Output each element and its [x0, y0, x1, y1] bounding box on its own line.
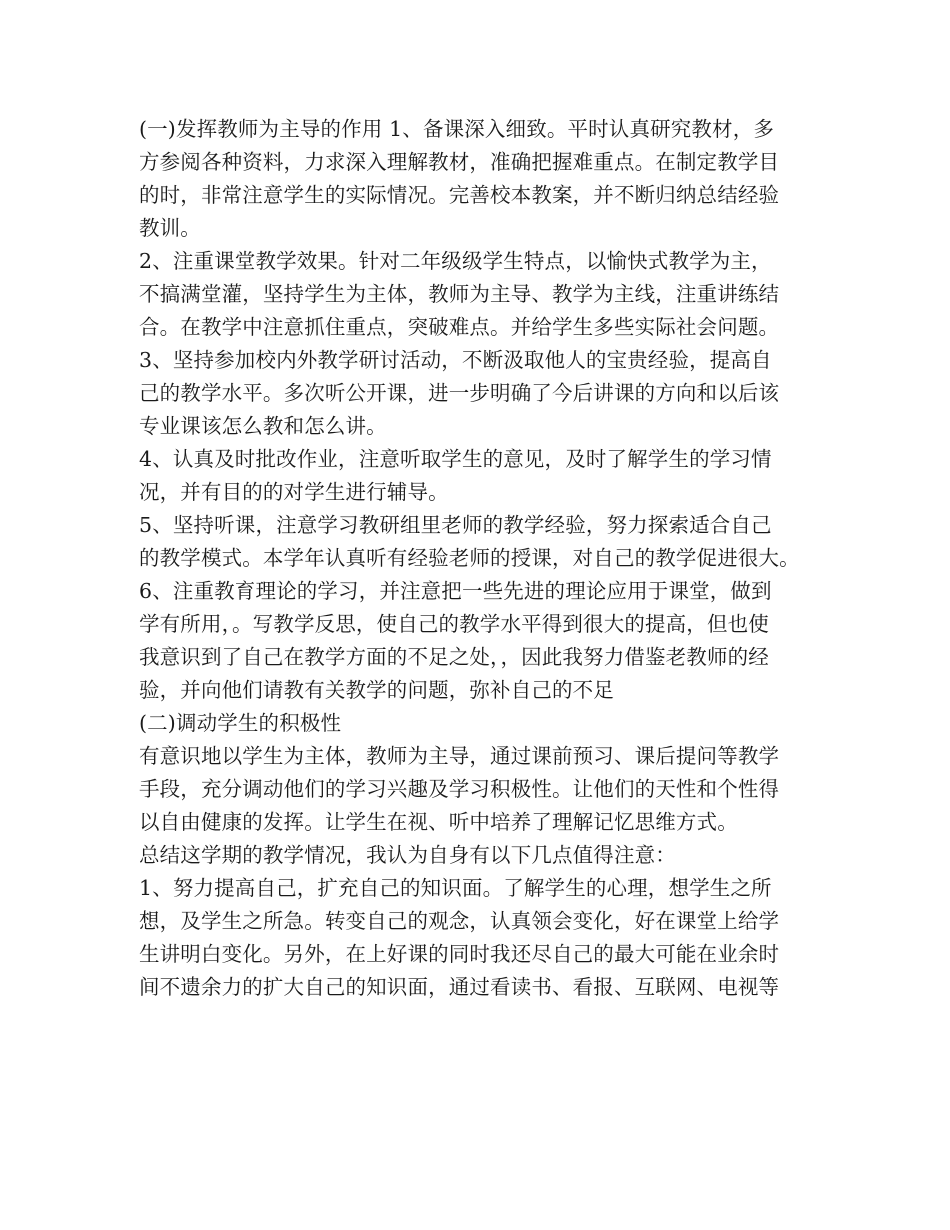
- text-line: 合。在教学中注意抓住重点，突破难点。并给学生多些实际社会问题。: [139, 315, 780, 339]
- text-line: 验，并向他们请教有关教学的问题，弥补自己的不足: [139, 678, 614, 702]
- text-line: 2、注重课堂教学效果。针对二年级级学生特点，以愉快式教学为主，: [139, 249, 772, 273]
- document-body: [139, 113, 829, 1004]
- text-line: 的教学模式。本学年认真听有经验老师的授课，对自己的教学促进很大。: [139, 546, 800, 570]
- text-line: 间不遗余力的扩大自己的知识面，通过看读书、看报、互联网、电视等: [139, 975, 780, 999]
- text-line: 1、努力提高自己，扩充自己的知识面。了解学生的心理，想学生之所: [139, 876, 772, 900]
- text-line: 生讲明白变化。另外，在上好课的同时我还尽自己的最大可能在业余时: [139, 942, 780, 966]
- text-line: 6、注重教育理论的学习，并注意把一些先进的理论应用于课堂，做到: [139, 579, 772, 603]
- text-line: 3、坚持参加校内外教学研讨活动，不断汲取他人的宝贵经验，提高自: [139, 348, 772, 372]
- text-line: 专业课该怎么教和怎么讲。: [139, 414, 387, 438]
- text-line: 4、认真及时批改作业，注意听取学生的意见，及时了解学生的学习情: [139, 447, 772, 471]
- section-heading: (二)调动学生的积极性: [139, 711, 342, 735]
- text-line: 以自由健康的发挥。让学生在视、听中培养了理解记忆思维方式。: [139, 810, 738, 834]
- text-line: 己的教学水平。多次听公开课，进一步明确了今后讲课的方向和以后该: [139, 381, 780, 405]
- text-line: 方参阅各种资料，力求深入理解教材，准确把握难重点。在制定教学目: [139, 150, 780, 174]
- text-line: 不搞满堂灌，坚持学生为主体，教师为主导、教学为主线，注重讲练结: [139, 282, 780, 306]
- text-line: 5、坚持听课，注意学习教研组里老师的教学经验，努力探索适合自己: [139, 513, 772, 537]
- text-line: 想，及学生之所急。转变自己的观念，认真领会变化，好在课堂上给学: [139, 909, 780, 933]
- text-line: 手段，充分调动他们的学习兴趣及学习积极性。让他们的天性和个性得: [139, 777, 780, 801]
- text-line: 的时，非常注意学生的实际情况。完善校本教案，并不断归纳总结经验: [139, 183, 780, 207]
- text-line: 况，并有目的的对学生进行辅导。: [139, 480, 449, 504]
- text-line: 我意识到了自己在教学方面的不足之处，，因此我努力借鉴老教师的经: [139, 645, 769, 669]
- text-line: (一)发挥教师为主导的作用 1、备课深入细致。平时认真研究教材，多: [139, 117, 775, 141]
- text-line: 学有所用，。写教学反思，使自己的教学水平得到很大的提高，但也使: [139, 612, 769, 636]
- text-line: 教训。: [139, 216, 201, 240]
- text-line: 有意识地以学生为主体，教师为主导，通过课前预习、课后提问等教学: [139, 744, 780, 768]
- text-line: 总结这学期的教学情况，我认为自身有以下几点值得注意：: [139, 843, 676, 867]
